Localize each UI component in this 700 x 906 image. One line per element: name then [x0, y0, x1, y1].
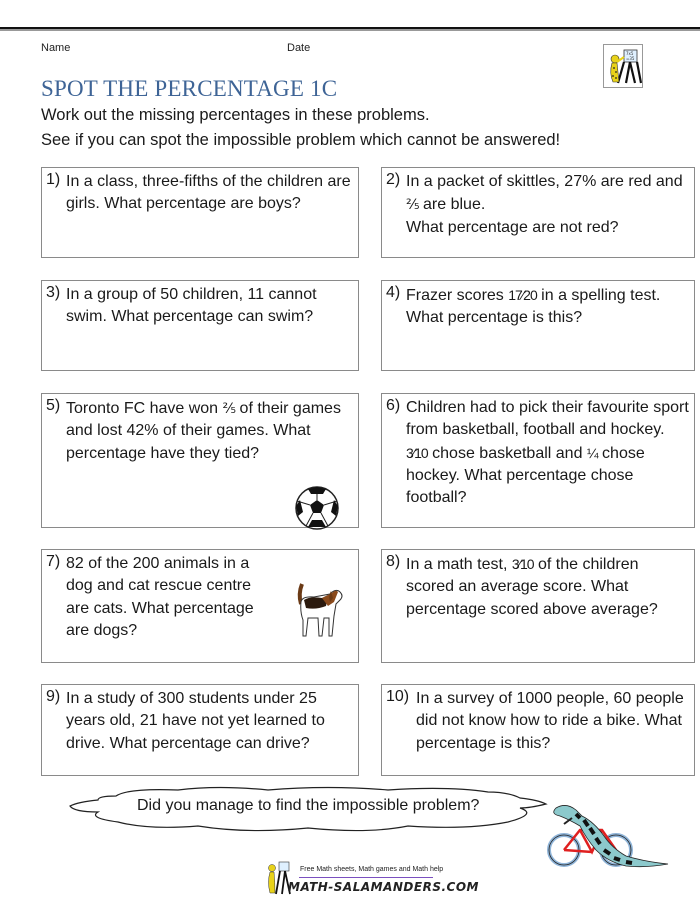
svg-text:=35: =35: [626, 56, 635, 61]
page-title: SPOT THE PERCENTAGE 1C: [41, 76, 338, 101]
problem-text: [406, 171, 690, 239]
problem-text-part: chose hockey. What percentage chose football?: [406, 444, 645, 507]
problem-text: 82 of the 200 animals in a dog and cat rescue centre are cats. What percentage are dogs?: [66, 555, 254, 639]
problem-text-part: In a math test,: [406, 556, 512, 573]
problem-text: [406, 284, 690, 330]
problem-box-5: [41, 393, 359, 528]
problem-box-2: [381, 167, 695, 258]
problem-text: [406, 553, 690, 621]
problem-number: 1): [46, 171, 61, 188]
cloud-question-text: Did you manage to find the impossible problem?: [137, 797, 480, 814]
problem-number: 2): [386, 171, 401, 188]
problem-box-1: [41, 167, 359, 258]
problem-text-part: of their games and lost 42% of their games. What percentage have they tied?: [66, 400, 341, 462]
dog-illustration-icon: [292, 580, 344, 640]
problem-number: 9): [46, 688, 61, 705]
instruction-line-2: See if you can spot the impossible problem which cannot be answered!: [41, 131, 561, 149]
problem-box-6: [381, 393, 695, 528]
soccer-ball-icon: [294, 486, 340, 530]
problem-text-part: Frazer scores: [406, 287, 509, 304]
problem-box-8: [381, 549, 695, 663]
problem-text-part: in a spelling test. What percentage is this?: [406, 287, 661, 327]
problem-text-part: In a packet of skittles, 27% are red and: [406, 173, 683, 190]
footer-divider: [299, 877, 433, 878]
problem-text: In a group of 50 children, 11 cannot swim. What percentage can swim?: [66, 286, 317, 326]
svg-text:7x5: 7x5: [626, 51, 634, 56]
fraction: 3⁄10: [511, 556, 534, 572]
problem-text: [406, 397, 690, 509]
instruction-line-1: Work out the missing percentages in these problems.: [41, 106, 430, 124]
problem-text: In a study of 300 students under 25 years old, 21 have not yet learned to drive. What percentage can drive?: [66, 690, 325, 752]
problem-text: In a survey of 1000 people, 60 people did not know how to ride a bike. What percentage is this?: [416, 690, 684, 752]
footer-tagline: Free Math sheets, Math games and Math help: [300, 866, 444, 873]
name-label: Name: [41, 42, 71, 54]
problem-box-10: [381, 684, 695, 776]
problem-number: 10): [386, 688, 410, 705]
salamander-teacher-logo: [603, 44, 643, 88]
problem-number: 3): [46, 284, 61, 301]
fraction: ⅖: [222, 400, 236, 416]
problem-text-part: chose basketball and: [427, 444, 587, 462]
problem-number: 7): [46, 553, 61, 570]
top-rule: [0, 27, 700, 31]
fraction: 3⁄10: [406, 444, 428, 461]
problem-number: 5): [46, 397, 61, 414]
problem-box-9: [41, 684, 359, 776]
date-label: Date: [287, 42, 311, 54]
problem-box-4: [381, 280, 695, 371]
fraction: ⅖: [406, 196, 419, 213]
problem-box-7: [41, 549, 359, 663]
fraction: ¼: [586, 444, 598, 461]
salamander-teacher-icon: [604, 45, 642, 87]
problem-text-part: Children had to pick their favourite sport from basketball, football and hockey.: [406, 399, 689, 439]
salamander-on-bicycle-icon: [546, 800, 674, 872]
problem-text-part: Toronto FC have won: [66, 400, 223, 417]
problem-text-part: of the children scored an average score. What percentage scored above average?: [406, 556, 658, 618]
problem-text: In a class, three-fifths of the children are girls. What percentage are boys?: [66, 173, 351, 213]
problem-box-3: [41, 280, 359, 371]
problem-number: 6): [386, 397, 401, 414]
problem-text: [66, 397, 354, 465]
problem-text-part: are blue.: [418, 196, 486, 214]
problem-number: 4): [386, 284, 401, 301]
fraction: 17⁄20: [508, 287, 537, 303]
footer-brand-link[interactable]: MATH-SALAMANDERS.COM: [288, 880, 479, 894]
problem-text-part: What percentage are not red?: [406, 218, 619, 236]
problem-number: 8): [386, 553, 401, 570]
